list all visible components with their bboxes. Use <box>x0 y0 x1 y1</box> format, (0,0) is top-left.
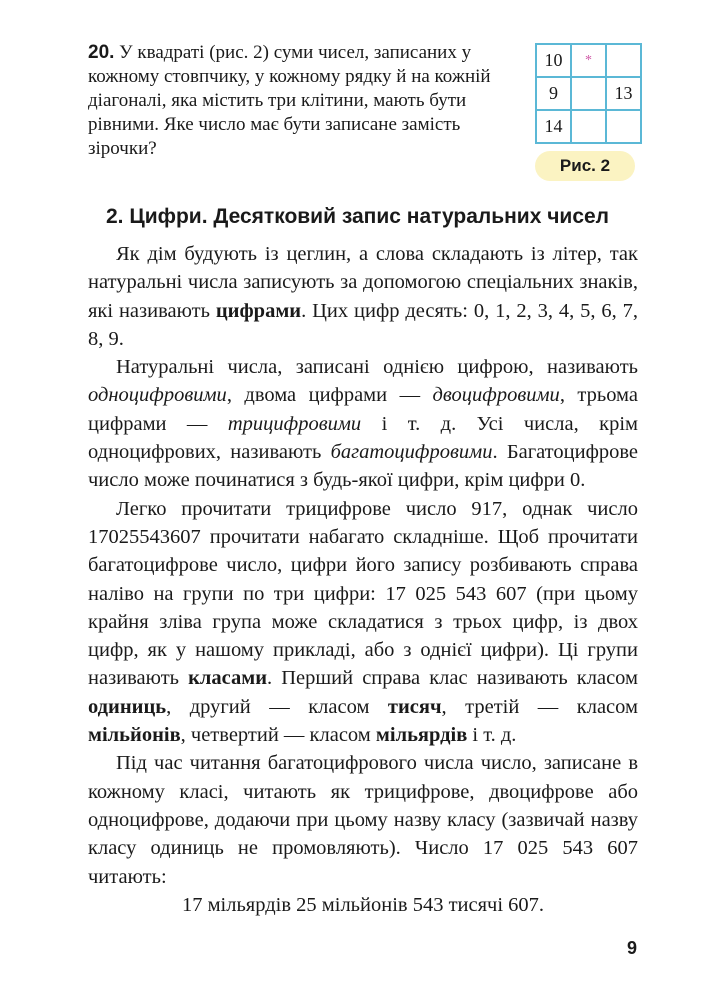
text-run: . Багатоцифрове число може починатися з будь-якої цифри, крім цифри 0. <box>88 441 639 492</box>
grid-cell: 14 <box>536 110 571 143</box>
term-bold: одиниць <box>88 695 167 718</box>
grid-cell <box>606 110 641 143</box>
grid-row <box>536 77 641 110</box>
magic-square-figure <box>535 43 642 144</box>
page-number: 9 <box>627 938 638 958</box>
grid-cell: 10 <box>536 44 571 77</box>
term-bold: класами <box>188 667 268 690</box>
text-run: . Цих цифр десять: 0, 1, 2, 3, 4, 5, 6, 7, 8, 9. <box>88 299 638 350</box>
grid-cell-star: * <box>571 44 606 77</box>
grid-cell <box>606 44 641 77</box>
paragraph-reading: Під час читання багатоцифрового числа число, записане в кожному класі, читають як трицифрове, двоцифрове або одноцифрове, додаючи при цьому назву класу (зазвичай назву класу одиниць не промовляють). Число 17 025 543 607 читають: <box>88 752 638 888</box>
grid-row <box>536 44 641 77</box>
grid-cell: 9 <box>536 77 571 110</box>
text-run: Натуральні числа, записані однією цифрою, називають <box>116 356 638 379</box>
term-bold: мільйонів <box>88 724 181 747</box>
text-run: , другий — класом <box>166 695 388 718</box>
grid-row <box>536 110 641 143</box>
text-run: Легко прочитати трицифрове число 917, однак число 17025543607 прочитати набагато складніше. Щоб прочитати багатоцифрове число, цифри його запису розбивають справа наліво на групи по три цифри: 17 025 543 607 (при цьому крайня зліва група може складатися з трьох цифр, із двох цифр, як у нашому прикладі, або з однієї цифри). Ці групи називають <box>88 497 638 690</box>
text-run: , четвертий — класом <box>180 724 376 747</box>
text-run: , трьома цифрами — <box>88 384 638 435</box>
term-bold: тисяч <box>387 695 442 718</box>
problem-text: У квадраті (рис. 2) суми чисел, записаних у кожному стовпчику, у кожному рядку й на кожній діагоналі, яка містить три клітини, мають бути рівними. Яке число має бути записане замість зірочки? <box>88 42 491 159</box>
text-run: , двома цифрами — <box>226 384 433 407</box>
section-body <box>88 240 638 919</box>
text-run: і т. д. <box>467 724 517 747</box>
grid-cell <box>571 110 606 143</box>
text-run: , третій — класом <box>441 695 638 718</box>
paragraph-classes <box>88 495 638 750</box>
section-title: 2. Цифри. Десятковий запис натуральних чисел <box>106 205 610 228</box>
term-bold: мільярдів <box>375 724 468 747</box>
text-run: . Перший справа клас називають класом <box>267 667 638 690</box>
problem-20 <box>88 41 528 161</box>
term-bold: цифрами <box>215 299 302 322</box>
problem-number: 20. <box>88 42 115 63</box>
term-italic: трицифровими <box>227 412 362 435</box>
grid-cell <box>571 77 606 110</box>
term-italic: двоцифровими <box>432 384 560 407</box>
term-italic: багатоцифровими <box>330 441 493 464</box>
reading-example: 17 мільярдів 25 мільйонів 543 тисячі 607. <box>181 893 545 916</box>
figure-label: Рис. 2 <box>535 151 635 181</box>
text-run: Як дім будують із цеглин, а слова складають із літер, так натуральні числа записують за допомогою спеціальних знаків, які називають <box>88 243 638 322</box>
paragraph-digits <box>88 240 638 353</box>
grid-cell: 13 <box>606 77 641 110</box>
term-italic: одноцифровими <box>88 384 227 407</box>
paragraph-number-types <box>88 353 638 494</box>
text-run: і т. д. Усі числа, крім одноцифрових, називають <box>88 412 638 464</box>
